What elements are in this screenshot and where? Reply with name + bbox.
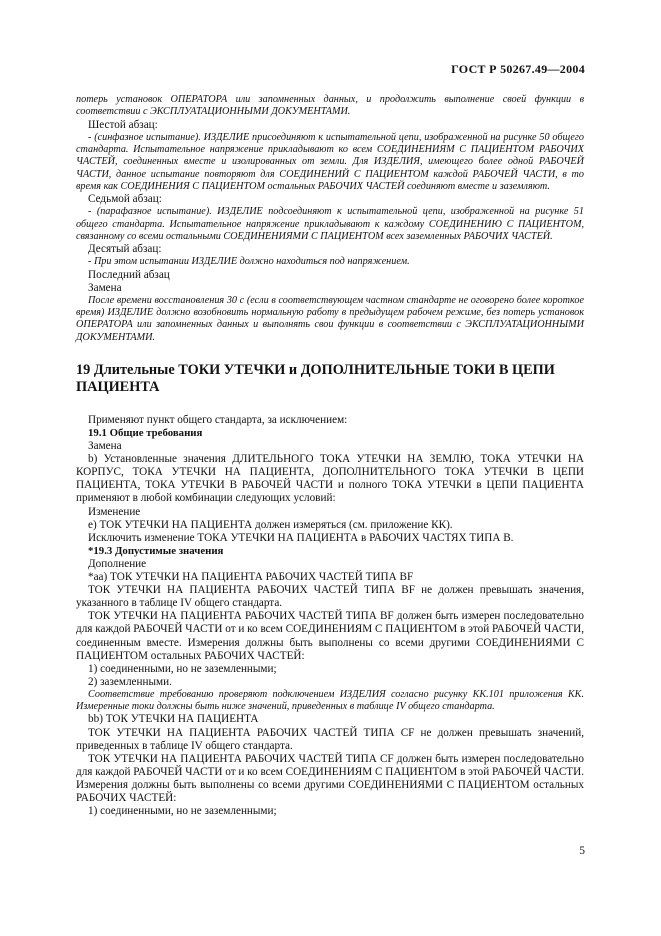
paragraph-replacement-body: После времени восстановления 30 с (если в соответствующем частном стандарте не оговорено более короткое время) ИЗДЕЛИЕ должно возобновить нормальную работу в предыдущем рабочем режиме, без потерь установок ОПЕРАТОРА или запомненных данных и выполнять свои функции в соответствии с ЭКСПЛУАТАЦИОННЫМИ ДОКУМЕНТАМИ. [76,294,584,343]
paragraph-cf-limit: ТОК УТЕЧКИ НА ПАЦИЕНТА РАБОЧИХ ЧАСТЕЙ ТИПА CF не должен превышать значений, приведенных в таблице IV общего стандарта. [76,726,584,752]
document-header: ГОСТ Р 50267.49—2004 [451,62,585,76]
paragraph-cf-measure: ТОК УТЕЧКИ НА ПАЦИЕНТА РАБОЧИХ ЧАСТЕЙ ТИПА CF должен быть измерен последовательно для каждой РАБОЧЕЙ ЧАСТИ от и ко всем СОЕДИНЕНИЯМ С ПАЦИЕНТОМ в этой РАБОЧЕЙ ЧАСТИ. Измерения должны быть выполнены со всеми другими СОЕДИНЕНИЯМИ С ПАЦИЕНТОМ остальных РАБОЧИХ ЧАСТЕЙ: [76,752,584,805]
paragraph-compliance: Соответствие требованию проверяют подключением ИЗДЕЛИЯ согласно рисунку КК.101 приложения КК. Измеренные токи должны быть ниже значений, приведенных в таблице IV общего стандарта. [76,688,584,713]
subsection-heading-19-3: *19.3 Допустимые значения [88,544,224,557]
paragraph-label-seventh: Седьмой абзац: [88,193,162,206]
paragraph-label-replacement-2: Замена [88,440,122,453]
list-item-2: 2) заземленными. [88,675,172,688]
paragraph-tenth-body: - При этом испытании ИЗДЕЛИЕ должно находиться под напряжением. [88,256,410,268]
paragraph-label-sixth: Шестой абзац: [88,118,158,131]
paragraph-item-bb: bb) ТОК УТЕЧКИ НА ПАЦИЕНТА [88,713,259,726]
paragraph-label-last: Последний абзац [88,268,170,281]
paragraph-exclude: Исключить изменение ТОКА УТЕЧКИ НА ПАЦИЕНТА в РАБОЧИХ ЧАСТЯХ ТИПА В. [88,531,514,544]
list-item-1-cf: 1) соединенными, но не заземленными; [88,805,277,818]
paragraph-sixth-body: - (синфазное испытание). ИЗДЕЛИЕ присоединяют к испытательной цепи, изображенной на рисунке 50 общего стандарта. Испытательное напряжение прикладывают ко всем СОЕДИНЕНИЯМ С ПАЦИЕНТОМ РАБОЧИХ ЧАСТЕЙ, соединенных вместе и изолированных от земли. Для ИЗДЕЛИЯ, имеющего более одной РАБОЧЕЙ ЧАСТИ, данное испытание повторяют для СОЕДИНЕНИЙ С ПАЦИЕНТОМ каждой РАБОЧЕЙ ЧАСТИ, в то время как СОЕДИНЕНИЯ С ПАЦИЕНТОМ остальных РАБОЧИХ ЧАСТЕЙ соединяют вместе и заземляют. [76,131,584,192]
paragraph-item-e: e) ТОК УТЕЧКИ НА ПАЦИЕНТА должен измеряться (см. приложение КК). [88,518,453,531]
section-title: 19 Длительные ТОКИ УТЕЧКИ и ДОПОЛНИТЕЛЬНЫЕ ТОКИ В ЦЕПИ ПАЦИЕНТА [76,361,555,395]
page-number: 5 [579,845,585,857]
list-item-1: 1) соединенными, но не заземленными; [88,662,277,675]
paragraph-item-aa: *aa) ТОК УТЕЧКИ НА ПАЦИЕНТА РАБОЧИХ ЧАСТЕЙ ТИПА BF [88,571,414,584]
paragraph-seventh-body: - (парафазное испытание). ИЗДЕЛИЕ подсоединяют к испытательной цепи, изображенной на рисунке 51 общего стандарта. Испытательное напряжение прикладывают к каждому СОЕДИНЕНИЮ С ПАЦИЕНТОМ, связанному со всеми остальными СОЕДИНЕНИЯМИ С ПАЦИЕНТОМ всех заземленных РАБОЧИХ ЧАСТЕЙ. [76,206,584,242]
paragraph-label-replacement: Замена [88,281,122,294]
paragraph-bf-limit: ТОК УТЕЧКИ НА ПАЦИЕНТА РАБОЧИХ ЧАСТЕЙ ТИПА BF не должен превышать значения, указанного в таблице IV общего стандарта. [76,584,584,610]
subsection-heading-19-1: 19.1 Общие требования [88,427,203,440]
paragraph-bf-measure: ТОК УТЕЧКИ НА ПАЦИЕНТА РАБОЧИХ ЧАСТЕЙ ТИПА BF должен быть измерен последовательно для каждой РАБОЧЕЙ ЧАСТИ от и ко всем СОЕДИНЕНИЯМ С ПАЦИЕНТОМ в этой РАБОЧЕЙ ЧАСТИ, соединенным вместе. Измерения должны быть выполнены со всеми другими СОЕДИНЕНИЯМИ С ПАЦИЕНТОМ остальных РАБОЧИХ ЧАСТЕЙ: [76,610,584,662]
paragraph-continuation: потерь установок ОПЕРАТОРА или запомненных данных, и продолжить выполнение своей функции в соответствии с ЭКСПЛУАТАЦИОННЫМИ ДОКУМЕНТАМИ. [76,94,584,118]
paragraph-label-tenth: Десятый абзац: [88,243,162,256]
paragraph-label-addition: Дополнение [88,557,147,570]
paragraph-item-b: b) Установленные значения ДЛИТЕЛЬНОГО ТОКА УТЕЧКИ НА ЗЕМЛЮ, ТОКА УТЕЧКИ НА КОРПУС, ТОКА УТЕЧКИ НА ПАЦИЕНТА, ДОПОЛНИТЕЛЬНОГО ТОКА УТЕЧКИ В ЦЕПИ ПАЦИЕНТА, ТОКА УТЕЧКИ В РАБОЧЕЙ ЧАСТИ и полного ТОКА УТЕЧКИ в ЦЕПИ ПАЦИЕНТА применяют в любой комбинации следующих условий: [76,453,584,505]
paragraph-intro: Применяют пункт общего стандарта, за исключением: [88,413,348,426]
paragraph-label-change: Изменение [88,505,141,518]
document-body [76,94,584,818]
